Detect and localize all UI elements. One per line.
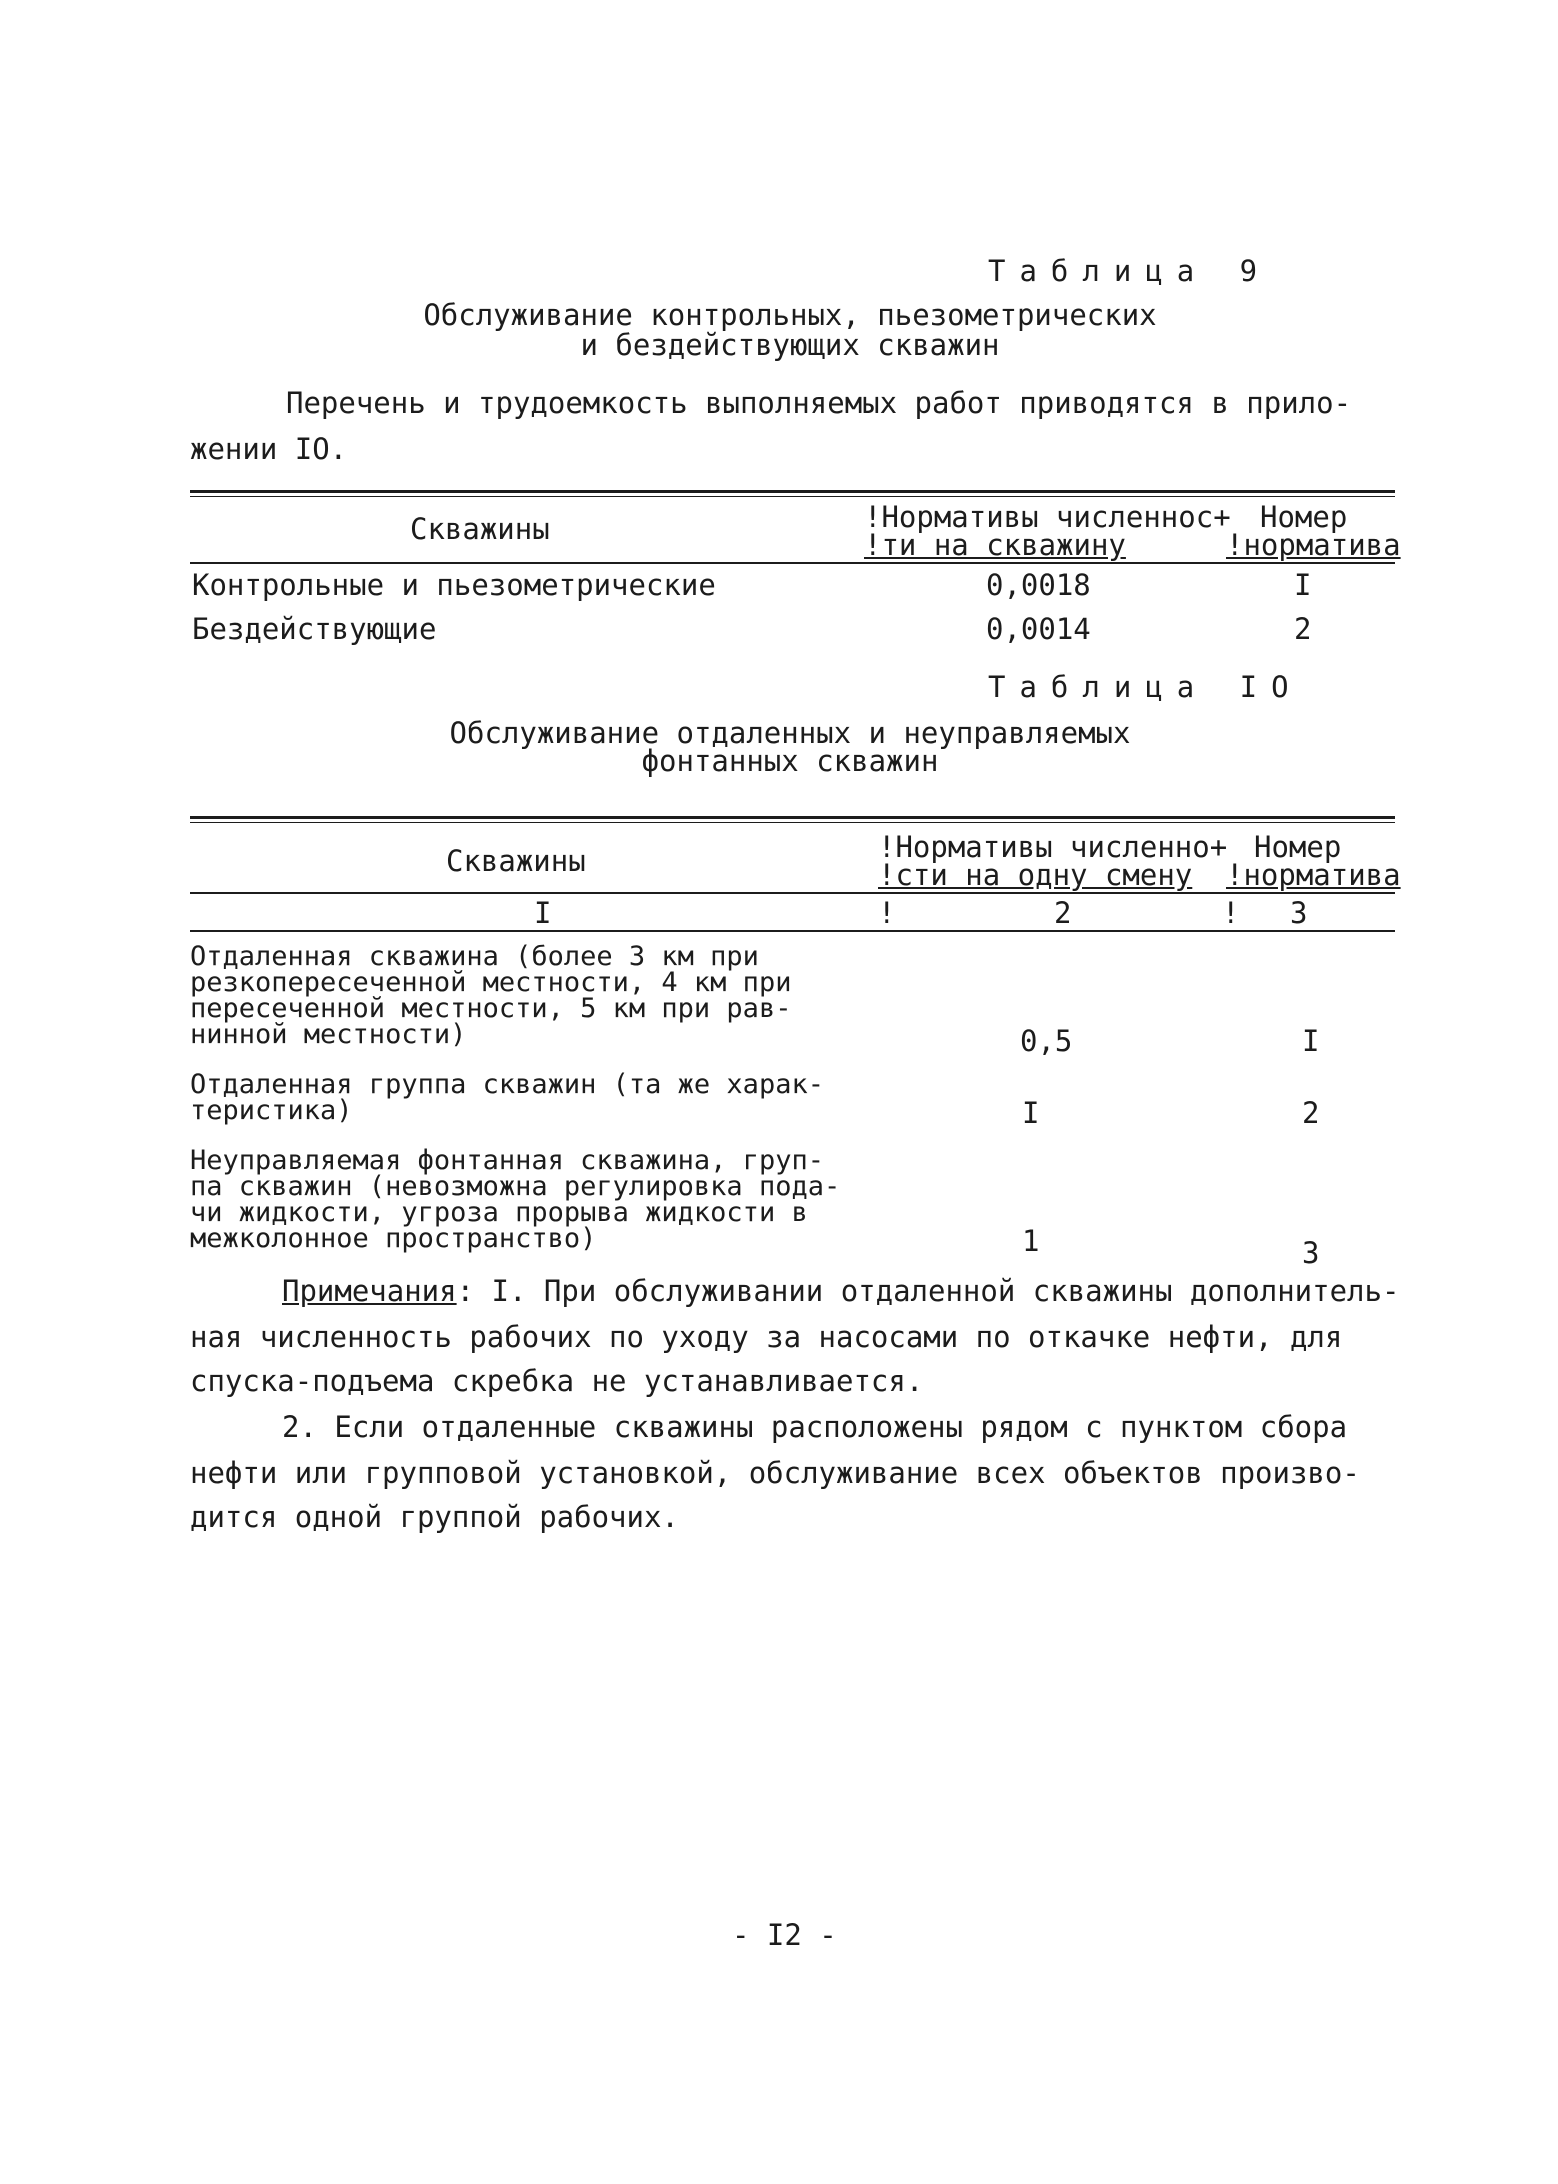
table9-header-col3-line1: Номер [1260, 500, 1348, 534]
notes-note1-text: : I. При обслуживании отдаленной скважины дополнитель- [456, 1274, 1400, 1308]
table10-row-line: Отдаленная скважина (более 3 км при [190, 941, 759, 972]
table10-top-rule [190, 816, 1395, 819]
column-number-3: 3 [1290, 896, 1308, 930]
table9-intro-line1: Перечень и трудоемкость выполняемых работ приводятся в прило- [286, 386, 1352, 420]
table9-header-col2-line2: !ти на скважину [864, 528, 1126, 562]
table10-row-line: па скважин (невозможна регулировка пода- [190, 1171, 841, 1202]
notes-paragraph-1-line3: спуска-подъема скребка не устанавливается. [190, 1364, 924, 1398]
table9-row-number: I [1294, 568, 1312, 602]
table9-title-line1: Обслуживание контрольных, пьезометрических [423, 298, 1157, 332]
column-number-2: 2 [1054, 896, 1072, 930]
table9-top-rule [190, 490, 1395, 493]
notes-paragraph-2-line3: дится одной группой рабочих. [190, 1500, 679, 1534]
table10-header-rule [190, 892, 1395, 894]
table10-row-line: чи жидкости, угроза прорыва жидкости в [190, 1197, 808, 1228]
column-separator-1: ! [878, 896, 896, 930]
table9-intro-line2: жении IO. [190, 432, 348, 466]
table10-row-line: Неуправляемая фонтанная скважина, груп- [190, 1145, 824, 1176]
table9-header-col3-line2: !норматива [1226, 528, 1401, 562]
table9-row-value: 0,0018 [986, 568, 1091, 602]
table10-row-line: теристика) [190, 1095, 353, 1126]
table10-row-number: 2 [1302, 1096, 1320, 1130]
table9-row-name: Контрольные и пьезометрические [192, 568, 716, 602]
table10-row-value: 0,5 [1020, 1024, 1073, 1058]
table9-header-col2-line1: !Нормативы численнос+ [864, 500, 1231, 534]
notes-paragraph-2-line1: 2. Если отдаленные скважины расположены рядом с пунктом сбора [282, 1410, 1348, 1444]
table10-row-line: резкопересеченной местности, 4 км при [190, 967, 792, 998]
table9-title-line2: и бездействующих скважин [580, 328, 1000, 362]
table10-title-line2: фонтанных скважин [641, 744, 939, 778]
notes-label: Примечания [282, 1274, 457, 1308]
table10-row-value: I [1022, 1096, 1040, 1130]
table10-row-value: 1 [1022, 1224, 1040, 1258]
table9-row-number: 2 [1294, 612, 1312, 646]
page-number: - I2 - [732, 1918, 837, 1952]
table10-top-rule-thin [190, 822, 1395, 823]
table10-header-col3-line1: Номер [1254, 830, 1342, 864]
table10-header-col3-line2: !норматива [1226, 858, 1401, 892]
table9-top-rule-thin [190, 496, 1395, 497]
notes-paragraph-1-line1 [282, 1276, 1399, 1306]
table9-caption: Таблица 9 [988, 254, 1272, 288]
table9-row-value: 0,0014 [986, 612, 1091, 646]
table10-title-line1: Обслуживание отдаленных и неуправляемых [449, 716, 1131, 750]
table10-row-number: I [1302, 1024, 1320, 1058]
table10-row-line: пересеченной местности, 5 км при рав- [190, 993, 792, 1024]
table10-row-line: нинной местности) [190, 1019, 467, 1050]
table9-row-name: Бездействующие [192, 612, 437, 646]
column-separator-2: ! [1222, 896, 1240, 930]
table9-header-col1: Скважины [410, 512, 550, 546]
table10-caption: Таблица IO [988, 670, 1303, 704]
notes-paragraph-2-line2: нефти или групповой установкой, обслуживание всех объектов произво- [190, 1456, 1360, 1490]
table10-header-col1: Скважины [446, 844, 586, 878]
table10-header-col2-line2: !сти на одну смену [878, 858, 1193, 892]
table10-numbers-rule [190, 930, 1395, 932]
table9-header-rule [190, 562, 1395, 564]
table10-row-line: межколонное пространство) [190, 1223, 597, 1254]
notes-paragraph-1-line2: ная численность рабочих по уходу за насосами по откачке нефти, для [190, 1320, 1343, 1354]
table10-row-line: Отдаленная группа скважин (та же харак- [190, 1069, 824, 1100]
table10-header-col2-line1: !Нормативы численно+ [878, 830, 1228, 864]
column-number-1: I [534, 896, 552, 930]
table10-row-number: 3 [1302, 1236, 1320, 1270]
